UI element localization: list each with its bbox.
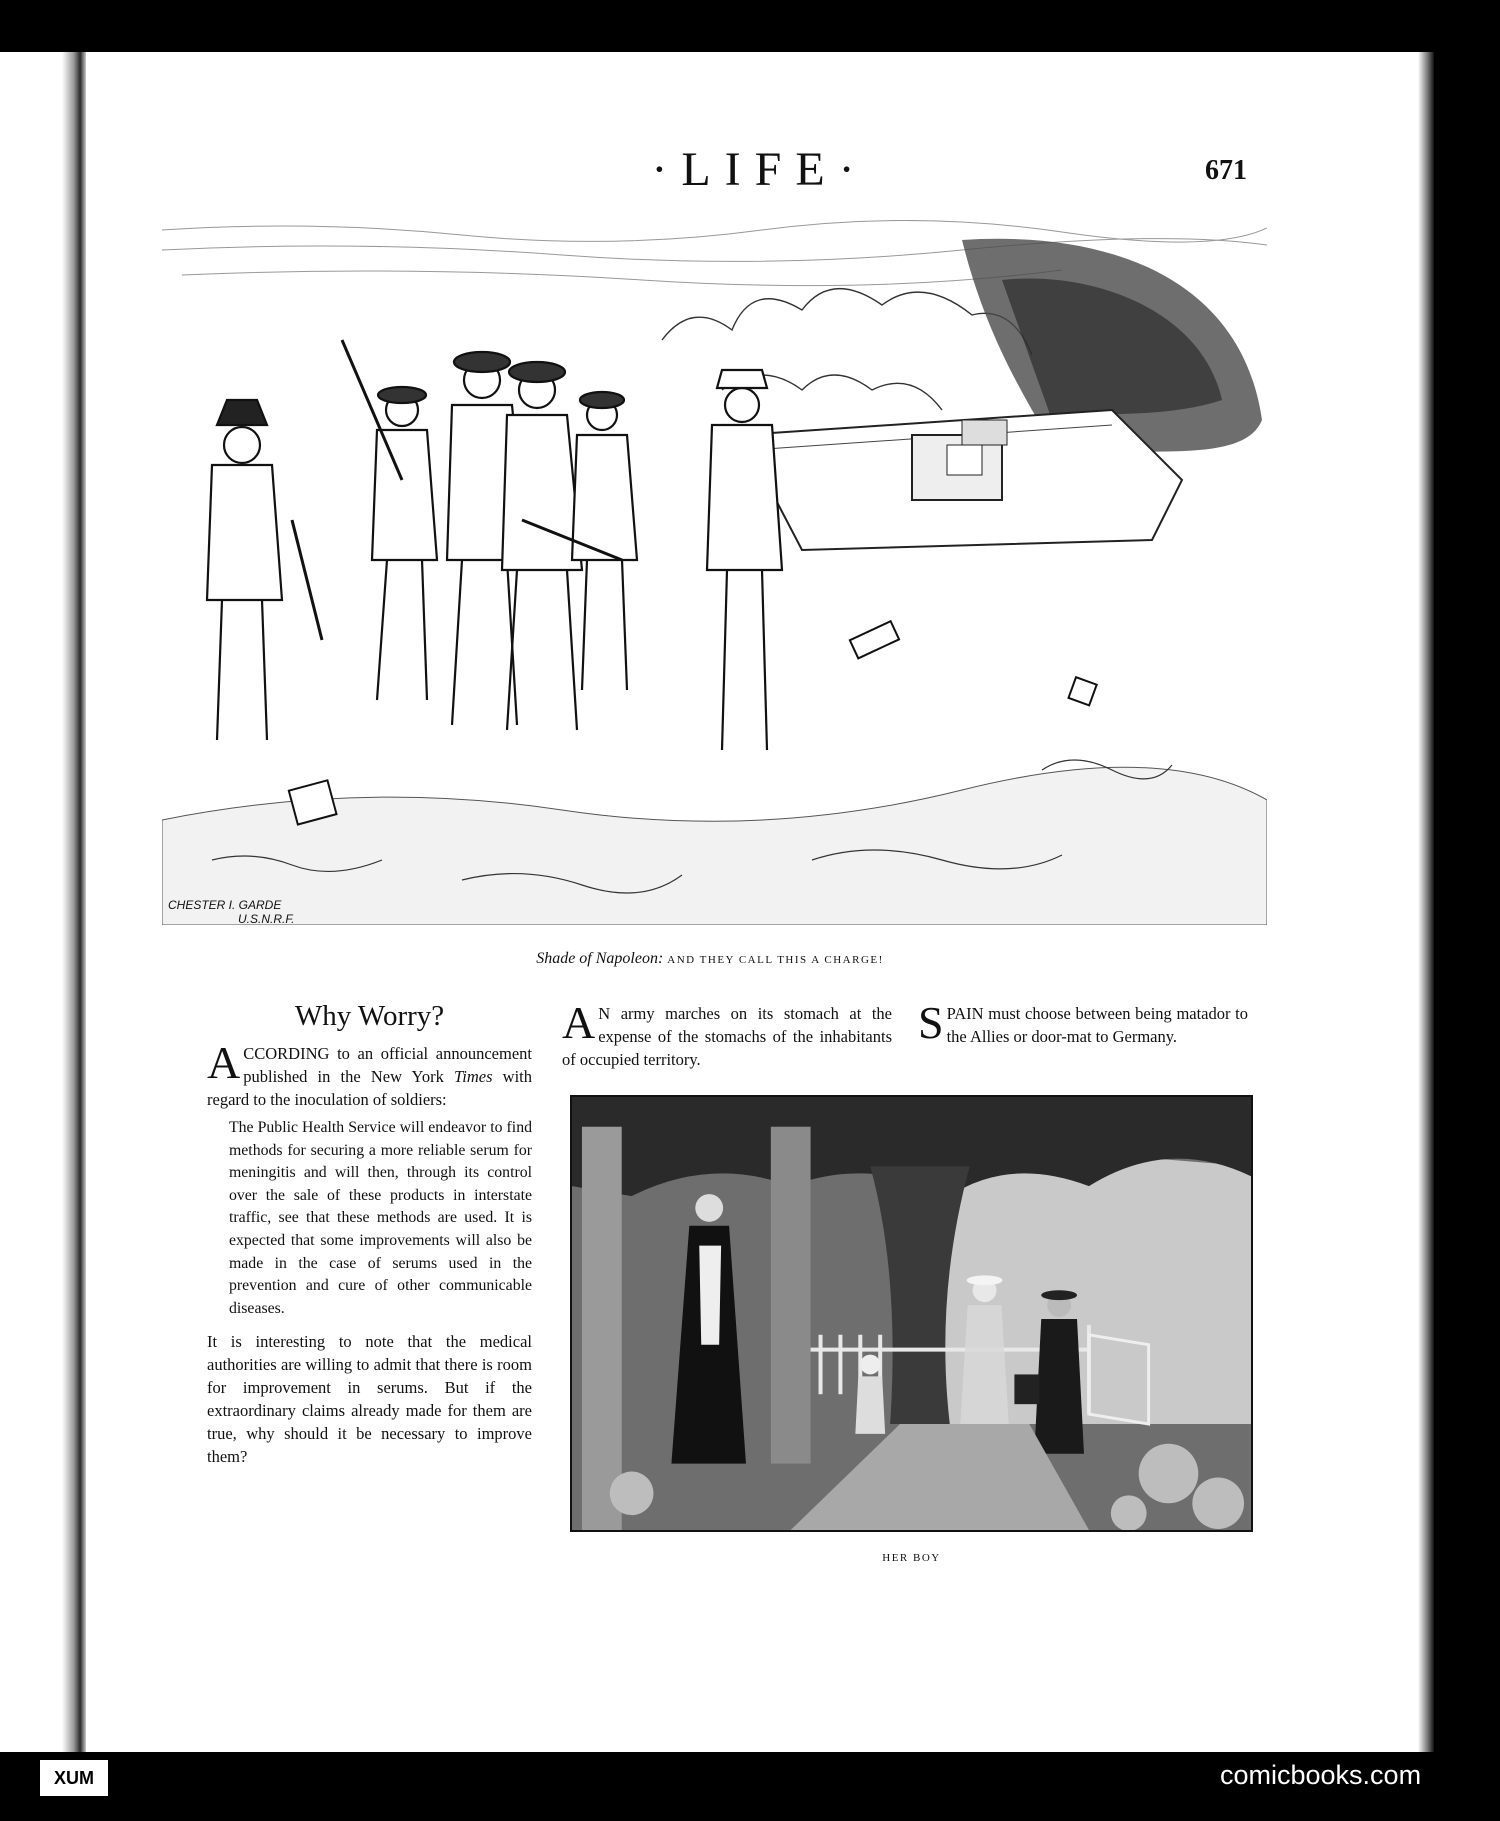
article-quote: The Public Health Service will endeavor to find methods for securing a more reliable serum for meningitis and will then, through its control over the sale of these products in interstate traffic, see that these methods are used. It is expected that some improvements will also be made in the case of serums used in the prevention and cure of other communicable diseases.	[229, 1119, 532, 1317]
dropcap-army: A	[562, 997, 596, 1048]
article-intro	[207, 1037, 532, 1111]
painting-caption: HER BOY	[882, 1552, 941, 1564]
article-heading: Why Worry?	[294, 1000, 445, 1032]
masthead	[620, 142, 900, 197]
article-why-worry	[207, 1000, 532, 1468]
intro-italic-times: Times	[453, 1067, 493, 1086]
spain-text: PAIN must choose between being matador to the Allies or door-mat to Germany.	[946, 1004, 1248, 1046]
signature-rank: U.S.N.R.F.	[238, 912, 295, 926]
masthead-title: LIFE	[681, 143, 839, 196]
artist-signature	[168, 898, 294, 926]
masthead-dot-left: ·	[651, 143, 682, 196]
caption-speaker: Shade of Napoleon:	[536, 950, 664, 967]
intro-text-2: with regard to the inoculation of soldiers:	[207, 1067, 532, 1109]
her-boy-illustration	[570, 1095, 1253, 1532]
site-watermark: comicbooks.com	[1220, 1760, 1422, 1790]
paragraph-spain	[918, 997, 1248, 1048]
masthead-dot-right: ·	[838, 143, 869, 196]
cartoon-caption	[300, 950, 1120, 968]
war-cartoon-illustration	[162, 220, 1267, 925]
book-gutter	[62, 52, 88, 1752]
intro-text-1: CCORDING to an official announcement published in the New York	[243, 1044, 532, 1086]
article-closing: It is interesting to note that the medical authorities are willing to admit that there is room for improvement in serums. But if the extraordinary claims already made for them are true, why should it be necessary to improve them?	[207, 1332, 532, 1467]
paragraph-army	[562, 997, 892, 1071]
caption-text: AND THEY CALL THIS A CHARGE!	[667, 954, 884, 966]
dropcap-spain: S	[918, 997, 944, 1048]
scan-badge: XUM	[40, 1760, 108, 1796]
page-number: 671	[1205, 155, 1247, 186]
signature-name: CHESTER I. GARDE	[168, 898, 282, 912]
right-page-edge	[1418, 52, 1434, 1752]
army-text: N army marches on its stomach at the expense of the stomachs of the inhabitants of occupied territory.	[562, 1004, 892, 1069]
dropcap-a: A	[207, 1037, 241, 1088]
